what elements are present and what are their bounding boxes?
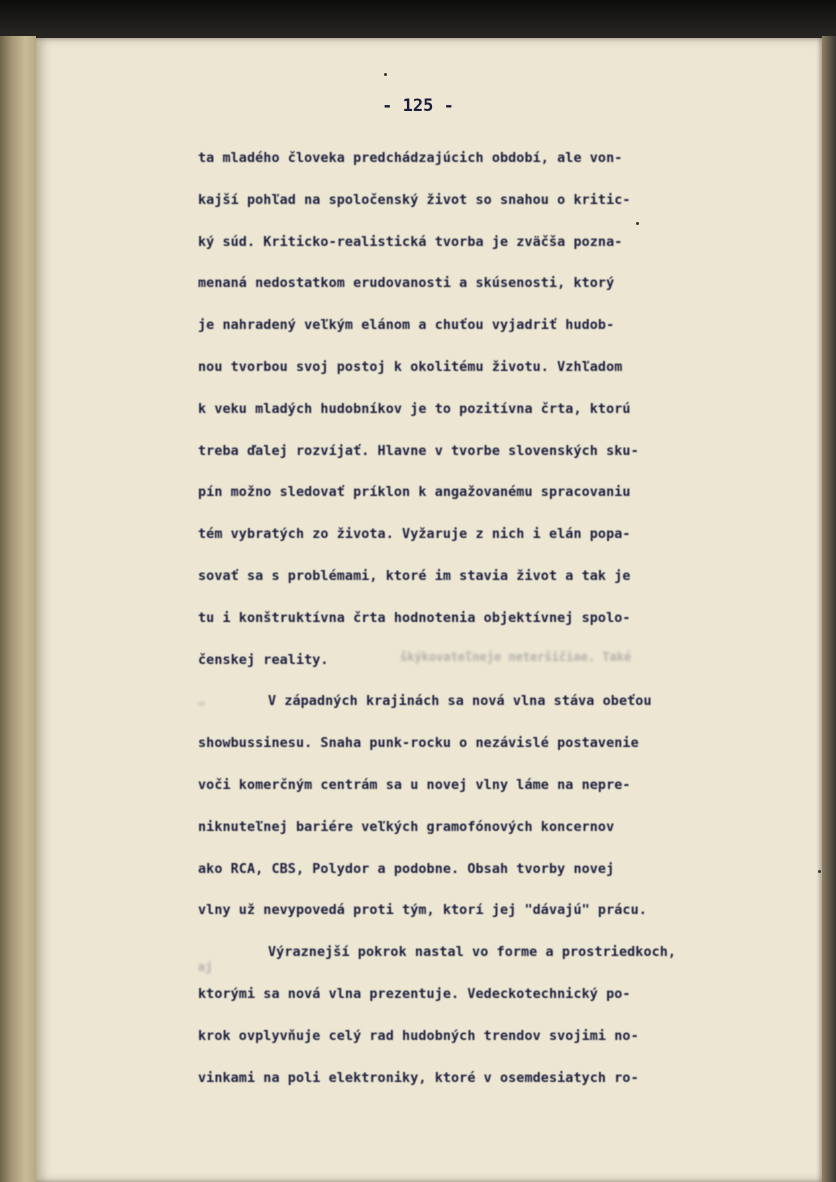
paper-speck [636,222,639,225]
text-line: menaná nedostatkom erudovanosti a skúsenosti, ktorý [198,276,615,292]
text-line: niknuteľnej bariére veľkých gramofónových koncernov [198,819,615,835]
page-number: - 125 - [382,96,454,116]
text-line: ký súd. Kriticko-realistická tvorba je zväčša pozna- [198,234,623,250]
bleed-through-text: " [198,700,206,714]
text-line-indented: V západných krajinách sa nová vlna stáva obeťou [268,694,652,710]
text-line: krok ovplyvňuje celý rad hudobných trendov svojimi no- [198,1028,639,1044]
text-line: kajší pohľad na spoločenský život so snahou o kritic- [198,192,631,208]
text-line: ako RCA, CBS, Polydor a podobne. Obsah tvorby novej [198,861,615,877]
text-line-indented: Výraznejší pokrok nastal vo forme a prostriedkoch, [268,945,677,961]
bleed-through-text: aj [198,960,213,974]
text-line: vinkami na poli elektroniky, ktoré v osemdesiatych ro- [198,1070,639,1086]
scanner-border [0,0,836,40]
text-line: vlny už nevypovedá proti tým, ktorí jej "dávajú" prácu. [198,903,647,919]
paper-speck [818,870,821,873]
text-line: showbussinesu. Snaha punk-rocku o nezávislé postavenie [198,736,639,752]
text-line: pín možno sledovať príklon k angažovanému spracovaniu [198,485,631,501]
paper-speck [384,73,387,76]
text-line: tém vybratých zo života. Vyžaruje z nich i elán popa- [198,527,631,543]
text-line: treba ďalej rozvíjať. Hlavne v tvorbe slovenských sku- [198,443,639,459]
body-text [198,146,768,1107]
text-line: čenskej reality. [198,652,329,668]
text-line: sovať sa s problémami, ktoré im stavia život a tak je [198,568,631,584]
page-edge [822,36,836,1182]
bleed-through-text: škýkovateľneje neteršičiae. Také [400,650,632,664]
text-line: tu i konštruktívna črta hodnotenia objektívnej spolo- [198,610,631,626]
text-line: je nahradený veľkým elánom a chuťou vyjadriť hudob- [198,318,615,334]
book-binding [0,36,36,1182]
text-line: k veku mladých hudobníkov je to pozitívna črta, ktorú [198,401,631,417]
text-line: ta mladého človeka predchádzajúcich období, ale von- [198,151,623,166]
text-line: nou tvorbou svoj postoj k okolitému životu. Vzhľadom [198,359,623,375]
text-line: ktorými sa nová vlna prezentuje. Vedeckotechnický po- [198,986,631,1002]
text-line: voči komerčným centrám sa u novej vlny láme na nepre- [198,777,631,793]
